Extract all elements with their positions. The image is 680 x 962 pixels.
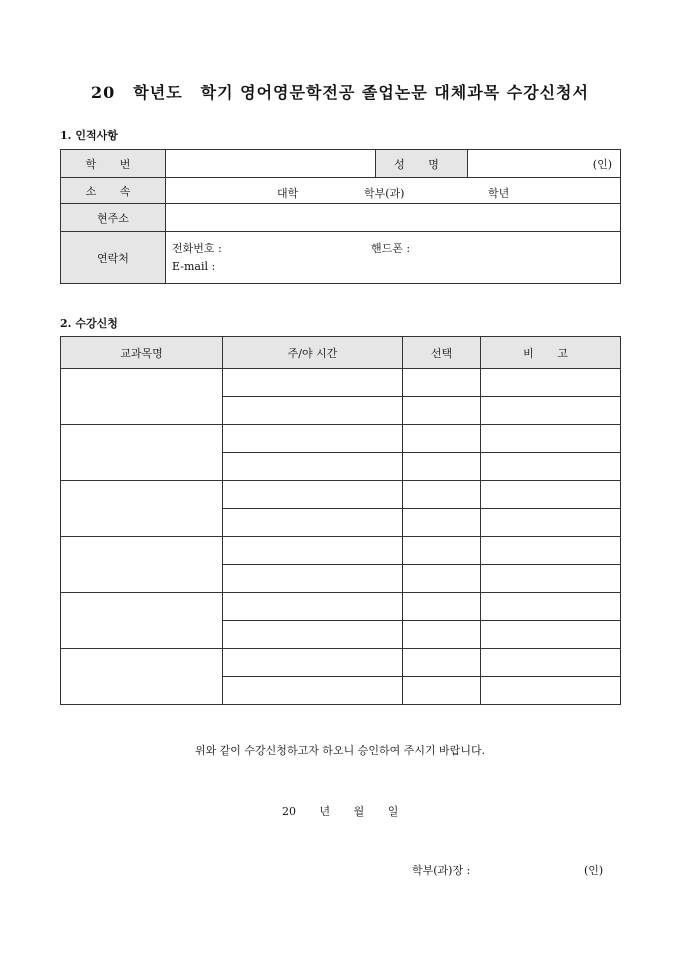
time-cell[interactable] xyxy=(223,453,403,481)
time-cell[interactable] xyxy=(223,649,403,677)
form-title xyxy=(0,80,680,103)
phone-label: 전화번호 : xyxy=(172,241,222,255)
date-month-label: 월 xyxy=(353,805,365,818)
table-row xyxy=(61,537,621,565)
note-cell[interactable] xyxy=(481,649,621,677)
table-row xyxy=(61,481,621,509)
table-row xyxy=(61,369,621,397)
email-label: E-mail : xyxy=(172,259,216,273)
time-cell[interactable] xyxy=(223,425,403,453)
date-year: 20 xyxy=(282,805,296,818)
time-cell[interactable] xyxy=(223,509,403,537)
affiliation-label: 소 속 xyxy=(61,178,166,204)
choice-cell[interactable] xyxy=(403,425,481,453)
header-time: 주/야 시간 xyxy=(223,337,403,369)
course-name-cell[interactable] xyxy=(61,369,223,425)
note-cell[interactable] xyxy=(481,537,621,565)
signature-seal-mark: (인) xyxy=(584,864,604,877)
choice-cell[interactable] xyxy=(403,481,481,509)
choice-cell[interactable] xyxy=(403,621,481,649)
note-cell[interactable] xyxy=(481,621,621,649)
course-name-cell[interactable] xyxy=(61,481,223,537)
department-label: 학부(과) xyxy=(364,187,405,200)
request-statement: 위와 같이 수강신청하고자 하오니 승인하여 주시기 바랍니다. xyxy=(194,744,486,757)
choice-cell[interactable] xyxy=(403,537,481,565)
signature-line xyxy=(412,862,604,878)
time-cell[interactable] xyxy=(223,677,403,705)
personal-info-table xyxy=(60,149,621,284)
student-id-field[interactable] xyxy=(166,150,376,178)
name-seal-mark: (인) xyxy=(592,157,612,171)
note-cell[interactable] xyxy=(481,565,621,593)
choice-cell[interactable] xyxy=(403,649,481,677)
course-rows xyxy=(61,369,621,705)
note-cell[interactable] xyxy=(481,369,621,397)
date-year-label: 년 xyxy=(319,805,331,818)
header-course-name: 교과목명 xyxy=(61,337,223,369)
time-cell[interactable] xyxy=(223,621,403,649)
time-cell[interactable] xyxy=(223,565,403,593)
name-field[interactable] xyxy=(468,150,621,178)
address-field[interactable] xyxy=(166,204,621,232)
header-note: 비 고 xyxy=(481,337,621,369)
time-cell[interactable] xyxy=(223,537,403,565)
course-name-cell[interactable] xyxy=(61,537,223,593)
choice-cell[interactable] xyxy=(403,369,481,397)
section-heading-personal-info: 1. 인적사항 xyxy=(60,129,118,142)
table-row xyxy=(61,425,621,453)
choice-cell[interactable] xyxy=(403,593,481,621)
choice-cell[interactable] xyxy=(403,453,481,481)
course-name-cell[interactable] xyxy=(61,593,223,649)
course-request-table xyxy=(60,336,621,705)
time-cell[interactable] xyxy=(223,369,403,397)
table-row xyxy=(61,649,621,677)
title-year: 20 xyxy=(91,83,116,102)
note-cell[interactable] xyxy=(481,397,621,425)
header-choice: 선택 xyxy=(403,337,481,369)
section-heading-course-request: 2. 수강신청 xyxy=(60,317,118,330)
college-label: 대학 xyxy=(277,187,299,200)
date-day-label: 일 xyxy=(387,805,399,818)
contact-field[interactable] xyxy=(166,232,621,284)
student-id-label: 학 번 xyxy=(61,150,166,178)
note-cell[interactable] xyxy=(481,509,621,537)
choice-cell[interactable] xyxy=(403,397,481,425)
table-row xyxy=(61,593,621,621)
time-cell[interactable] xyxy=(223,593,403,621)
address-label: 현주소 xyxy=(61,204,166,232)
date-line xyxy=(282,803,418,819)
grade-label: 학년 xyxy=(488,187,510,200)
time-cell[interactable] xyxy=(223,397,403,425)
note-cell[interactable] xyxy=(481,481,621,509)
contact-label: 연락처 xyxy=(61,232,166,284)
choice-cell[interactable] xyxy=(403,677,481,705)
title-main: 학기 영어영문학전공 졸업논문 대체과목 수강신청서 xyxy=(200,83,589,102)
choice-cell[interactable] xyxy=(403,509,481,537)
signature-label: 학부(과)장 : xyxy=(412,864,471,877)
note-cell[interactable] xyxy=(481,453,621,481)
name-label: 성 명 xyxy=(376,150,468,178)
note-cell[interactable] xyxy=(481,593,621,621)
affiliation-field[interactable] xyxy=(166,178,621,204)
mobile-label: 핸드폰 : xyxy=(371,241,411,255)
note-cell[interactable] xyxy=(481,677,621,705)
course-name-cell[interactable] xyxy=(61,649,223,705)
note-cell[interactable] xyxy=(481,425,621,453)
course-name-cell[interactable] xyxy=(61,425,223,481)
choice-cell[interactable] xyxy=(403,565,481,593)
time-cell[interactable] xyxy=(223,481,403,509)
title-academic-year: 학년도 xyxy=(133,83,183,102)
